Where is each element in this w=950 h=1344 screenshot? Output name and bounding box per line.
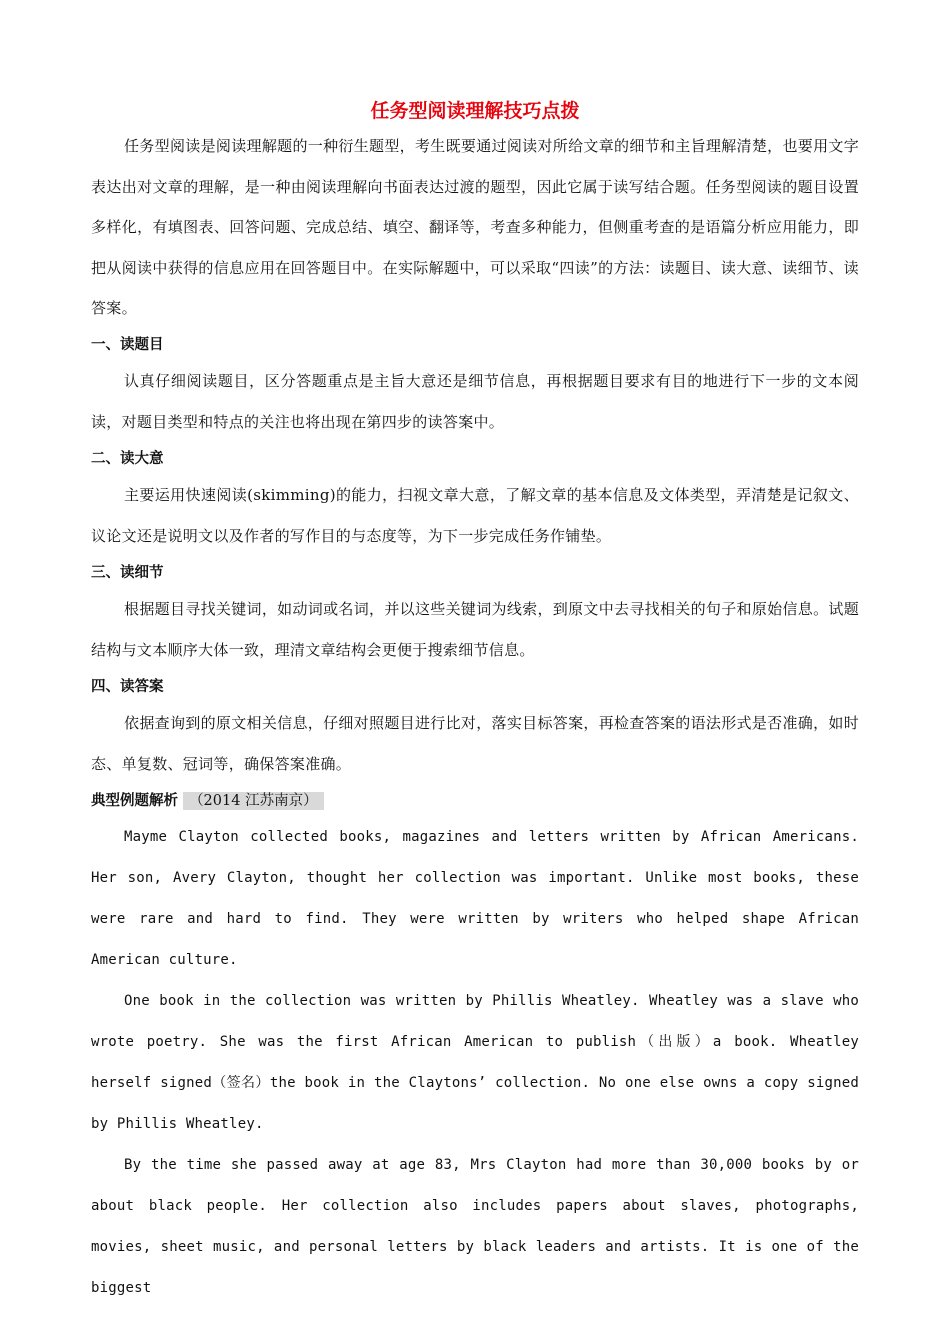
section-body: 根据题目寻找关键词，如动词或名词，并以这些关键词为线索，到原文中去寻找相关的句子和原始信息。试题结构与文本顺序大体一致，理清文章结构会更便于搜索细节信息。	[91, 599, 859, 659]
section-heading: 四、读答案	[91, 678, 164, 695]
example-heading	[91, 785, 859, 817]
section-body: 依据查询到的原文相关信息，仔细对照题目进行比对，落实目标答案，再检查答案的语法形式是否准确，如时态、单复数、冠词等，确保答案准确。	[91, 713, 859, 773]
section-heading: 一、读题目	[91, 336, 164, 353]
example-heading-label: 典型例题解析	[91, 792, 178, 809]
section-read-question	[91, 329, 859, 443]
document-title: 任务型阅读理解技巧点拨	[370, 100, 580, 122]
section-heading: 三、读细节	[91, 564, 164, 581]
example-section	[91, 785, 859, 1309]
intro-paragraph: 任务型阅读是阅读理解题的一种衍生题型，考生既要通过阅读对所给文章的细节和主旨理解清楚，也要用文字表达出对文章的理解，是一种由阅读理解向书面表达过渡的题型，因此它属于读写结合题。任务型阅读的题目设置多样化，有填图表、回答问题、完成总结、填空、翻译等，考查多种能力，但侧重考查的是语篇分析应用能力，即把从阅读中获得的信息应用在回答题目中。在实际解题中，可以采取“四读”的方法：读题目、读大意、读细节、读答案。	[91, 137, 859, 317]
section-read-main-idea	[91, 443, 859, 557]
example-source-badge: （2014 江苏南京）	[183, 792, 324, 810]
section-read-answer	[91, 671, 859, 785]
section-heading: 二、读大意	[91, 450, 164, 467]
section-body: 主要运用快速阅读(skimming)的能力，扫视文章大意，了解文章的基本信息及文体类型，弄清楚是记叙文、议论文还是说明文以及作者的写作目的与态度等，为下一步完成任务作铺垫。	[91, 485, 859, 545]
document-page	[91, 96, 859, 1309]
passage-paragraph: Mayme Clayton collected books, magazines and letters written by African Americans. Her son, Avery Clayton, thought her collection was important. Unlike most books, these were rare and hard to find. They were written by writers who helped shape African American culture.	[91, 828, 859, 968]
section-read-details	[91, 557, 859, 671]
passage-paragraph: By the time she passed away at age 83, Mrs Clayton had more than 30,000 books by or about black people. Her collection also includes papers about slaves, photographs, movies, sheet music, and personal letters by black leaders and artists. It is one of the biggest	[91, 1156, 859, 1296]
passage-paragraph: One book in the collection was written by Phillis Wheatley. Wheatley was a slave who wrote poetry. She was the first African American to publish（出版）a book. Wheatley herself signed（签名）the book in the Claytons’ collection. No one else owns a copy signed by Phillis Wheatley.	[91, 992, 859, 1132]
section-body: 认真仔细阅读题目，区分答题重点是主旨大意还是细节信息，再根据题目要求有目的地进行下一步的文本阅读，对题目类型和特点的关注也将出现在第四步的读答案中。	[91, 371, 859, 431]
